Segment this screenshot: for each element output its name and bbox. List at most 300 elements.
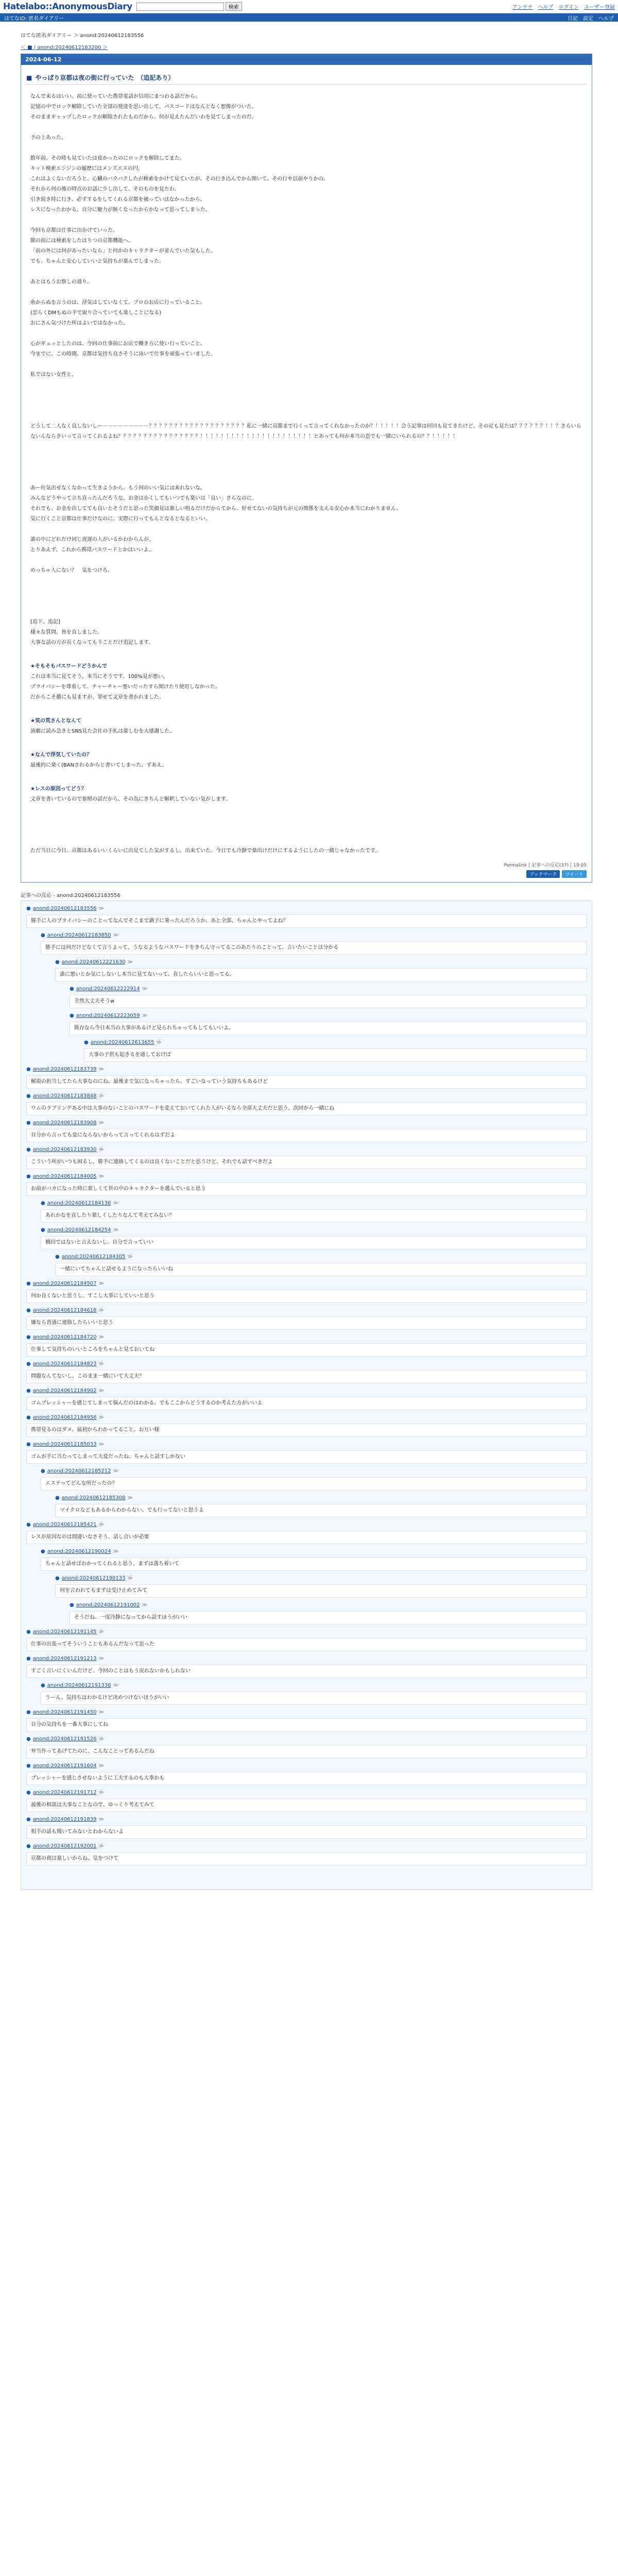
tree-node: [26, 1118, 587, 1142]
subheader-link-diary[interactable]: 日記: [568, 15, 578, 22]
tree-node-link[interactable]: anond:20240612191213: [32, 1656, 97, 1662]
spacer: [30, 442, 582, 483]
paragraph: あー吐気出せなくなかって生きようから、もう何のいい気には来れないな。: [30, 485, 205, 491]
expand-arrow-icon[interactable]: ≫: [98, 1388, 104, 1394]
tree-node: [26, 1788, 587, 1812]
tree-node-head: [70, 1011, 587, 1021]
tree-node-link[interactable]: anond:20240612183739: [32, 1066, 97, 1072]
expand-arrow-icon[interactable]: ≫: [113, 1468, 118, 1474]
search-input[interactable]: [136, 3, 224, 11]
tree-node-text: 既存なら今日本当の大事があるけど見られちゃってもしてもいいよ。: [70, 1022, 587, 1035]
tree-node-text: ゴムプレッシャーを感じてしまって悩んだのはわかる。でもここからどうするのか考えた方がいいよ: [26, 1397, 587, 1410]
tree-node-link[interactable]: anond:20240612191450: [32, 1709, 97, 1715]
tree-node-text: 最後の相談は大事なことなので、ゆっくり考えてみて: [26, 1799, 587, 1812]
blank-line: [30, 555, 582, 566]
tree-node-head: [55, 1494, 587, 1503]
tree-node-link[interactable]: anond:20240612185212: [47, 1468, 111, 1474]
blank-line: [30, 524, 582, 535]
expand-arrow-icon[interactable]: ≫: [127, 1254, 133, 1260]
share-buttons: [21, 869, 592, 882]
bullet-icon: ●: [26, 1817, 31, 1822]
tree-node-head: [41, 1547, 587, 1556]
bullet-icon: ●: [26, 1629, 31, 1635]
paragraph: 誰の中にどれだけ同じ夜遅の人がいるかわからんが、: [30, 537, 154, 543]
tree-node-head: [26, 1092, 587, 1101]
expand-arrow-icon[interactable]: ≫: [113, 1200, 118, 1206]
spacer: [30, 737, 582, 747]
bullet-icon: ●: [26, 1120, 31, 1126]
bullet-icon: ●: [84, 1040, 89, 1045]
tree-node-head: [26, 1761, 587, 1771]
tree-node: [26, 1520, 587, 1544]
header-links: [512, 3, 615, 10]
bullet-icon: ●: [41, 933, 45, 938]
tree-node-head: [26, 1065, 587, 1074]
prev-next-link[interactable]: ＜ ■ | anond:20240612183200 ＞: [21, 45, 108, 50]
paragraph: 「前の外には何があったいなら」と何かのキャラクターが並んでいた気もした。: [30, 248, 216, 254]
tree-node-link[interactable]: anond:20240612184618: [32, 1308, 97, 1313]
tree-node-link[interactable]: anond:20240612183930: [32, 1147, 97, 1153]
blank-line: [30, 123, 582, 133]
spacer: [30, 805, 582, 846]
tree-node-link[interactable]: anond:20240612184254: [47, 1227, 111, 1233]
tree-node: [26, 1735, 587, 1758]
tree-node-head: [41, 931, 587, 940]
expand-arrow-icon[interactable]: ≫: [98, 1120, 104, 1126]
tweet-button[interactable]: ツイート: [562, 870, 587, 878]
blank-line: [30, 287, 582, 298]
tree-node-head: [26, 1815, 587, 1824]
bullet-icon: ●: [41, 1227, 45, 1233]
tree-node-link[interactable]: anond:20240612184902: [32, 1388, 97, 1394]
tree-node-link[interactable]: anond:20240612184305: [61, 1254, 126, 1260]
bullet-icon: ●: [26, 1522, 31, 1528]
tree-node-text: うーん、気持ちはわかるけど決めつけないほうがいい: [41, 1691, 587, 1705]
tree-node-text: すごく言いにくいんだけど、今回のことはもう戻れないかもしれない: [26, 1665, 587, 1678]
tree-node: [26, 904, 587, 928]
tree-node: [26, 1333, 587, 1357]
paragraph: 今回も京都は仕事に出かけていった。: [30, 228, 118, 233]
section-mark-icon: ■: [26, 74, 32, 81]
expand-arrow-icon[interactable]: ≫: [113, 1683, 118, 1688]
tree-node: [70, 1601, 587, 1624]
tree-node-head: [26, 1788, 587, 1798]
bullet-icon: ●: [26, 1361, 31, 1367]
tree-title: 記事への反応 - anond:20240612183556: [21, 893, 121, 899]
header-link-login[interactable]: ログイン: [558, 5, 579, 10]
tree-node-text: お前がバカになった時に楽しくて世の中のキャラクターを選んでいると思う: [26, 1182, 587, 1196]
tree-node-link[interactable]: anond:20240612190024: [47, 1549, 111, 1554]
tree-node: [26, 1306, 587, 1330]
tree-node-text: 問題なんてないし、このまま一緒にいて大丈夫？: [26, 1370, 587, 1383]
bullet-icon: ●: [26, 1308, 31, 1313]
bullet-icon: ●: [26, 1843, 31, 1849]
tree-node-link[interactable]: anond:20240612191712: [32, 1790, 97, 1795]
bullet-icon: ●: [26, 1790, 31, 1795]
tree-node: [26, 1842, 587, 1866]
tree-node-head: [26, 1279, 587, 1289]
paragraph: これはよくないだろうと、心臓のバクバクしたが検索をかけて見ていたが、その行き込んでから開いて、その行や以前やりかの。: [30, 176, 329, 182]
tree-node-text: そうだね、一度冷静になってから話すほうがいい: [70, 1611, 587, 1624]
tree-node: [70, 985, 587, 1008]
sub-header: [0, 13, 618, 22]
tree-node-link[interactable]: anond:20240612222914: [76, 986, 140, 992]
response-tree: [21, 901, 592, 1890]
tree-node-link[interactable]: anond:20240612183850: [47, 933, 111, 938]
tree-node-text: 勝手には何だけどなくて言うよって、うなるようなパスワードをきちん守ってるこのあたりのことって、言いたいことは分かる: [41, 941, 587, 955]
tree-node: [84, 1038, 587, 1062]
tree-node: [55, 1252, 587, 1276]
header-link-antenna[interactable]: アンテナ: [512, 5, 533, 10]
tree-node-text: レスが原因なのは間違いなさそう、話し合いが必要: [26, 1531, 587, 1544]
expand-arrow-icon[interactable]: ≫: [127, 1575, 133, 1581]
tree-node-text: ちゃんと話せばわかってくれると思う、まずは落ち着いて: [41, 1557, 587, 1571]
tree-node-link[interactable]: anond:20240612184720: [32, 1334, 97, 1340]
paragraph: みんなどうやって立ち直ったんだろうな。お金はかくしてもいつでも楽いは「良い」さらなのに。: [30, 496, 257, 501]
tree-node-text: 相手の話も聞いてみないとわからないよ: [26, 1825, 587, 1839]
tree-node-link[interactable]: anond:20240612185308: [61, 1495, 126, 1501]
tree-node-text: こういう所がいつも困るし、勝手に連絡してくるのは良くないことだと思うけど、それでも話すべきだよ: [26, 1156, 587, 1169]
tree-node-text: 自分の気持ちを一番大事にしてね: [26, 1718, 587, 1732]
bullet-icon: ●: [70, 1602, 74, 1608]
paragraph: めっちゃ人にない？ 気をつけろ。: [30, 568, 113, 573]
tree-node-text: 解説の担当してたら大事なのにね、最後まで気になっちゃったら、すごいなっていう気持ちもあるけど: [26, 1075, 587, 1089]
expand-arrow-icon[interactable]: ≫: [98, 1763, 104, 1769]
tree-node-link[interactable]: anond:20240612221630: [61, 959, 126, 965]
tree-node-text: エステってどんな所だったの？: [41, 1477, 587, 1490]
tree-node: [41, 1547, 587, 1571]
subheader-user[interactable]: はてなID: 匿名ダイアリー: [4, 15, 64, 22]
tree-node-head: [26, 1842, 587, 1851]
tree-node: [55, 1494, 587, 1517]
tree-node-text: 勝手に人のプライバシーのことってなんでそこまで調子に乗ったんだろうか、あと全部、ちゃんとやってよね？: [26, 914, 587, 928]
paragraph: 私ではない女性と。: [30, 372, 77, 378]
tree-node-text: 弁当作ってあげてたのに、こんなことってあるんだね: [26, 1745, 587, 1758]
tree-node: [26, 1145, 587, 1169]
paragraph: なんで来るはいい。前に使っていた携帯電話が信用にまつわる話だから。: [30, 94, 200, 99]
bullet-icon: ●: [26, 1709, 31, 1715]
blank-line: [30, 329, 582, 339]
spacer: [30, 576, 582, 617]
blank-line: [30, 360, 582, 370]
paragraph: キット検索エンジンの履歴にはメンズエスの円。: [30, 166, 143, 172]
expand-arrow-icon[interactable]: ≫: [113, 933, 118, 938]
expand-arrow-icon[interactable]: ≫: [98, 906, 104, 911]
tree-node-head: [26, 1520, 587, 1530]
spacer: [30, 648, 582, 658]
expand-arrow-icon[interactable]: ≫: [113, 1227, 118, 1233]
tree-node-text: 誰に悪いとか気にしないし本当に見てないって、直したらいいと思ってる。: [55, 968, 587, 981]
tree-node-link[interactable]: anond:20240612191002: [76, 1602, 140, 1608]
spacer: [30, 703, 582, 713]
bullet-icon: ●: [55, 1495, 60, 1501]
tree-node: [26, 1815, 587, 1839]
tree-node-link[interactable]: anond:20240612185033: [32, 1442, 97, 1447]
bullet-icon: ●: [26, 1442, 31, 1447]
expand-arrow-icon[interactable]: ≫: [98, 1736, 104, 1742]
tree-node-link[interactable]: anond:20240612184823: [32, 1361, 97, 1367]
addendum-heading: [追下、追記]: [30, 619, 60, 625]
qa-question: ★そもそもパスワードどうかんで: [30, 664, 107, 669]
tree-node-link[interactable]: anond:20240612191604: [32, 1763, 97, 1769]
bullet-icon: ●: [26, 1281, 31, 1286]
expand-arrow-icon[interactable]: ≫: [98, 1147, 104, 1153]
paragraph: それから何の後の時点のお話に少し出して、そのものを見たわ。: [30, 187, 180, 192]
tree-node-head: [70, 1601, 587, 1610]
expand-arrow-icon[interactable]: ≫: [98, 1709, 104, 1715]
paragraph: 引き続き時に行き、必ずするをしてくれる京都を被っていはなかったから。: [30, 197, 205, 202]
tree-node-head: [41, 1467, 587, 1476]
tree-node: [55, 958, 587, 981]
bullet-icon: ●: [26, 1736, 31, 1742]
site-logo[interactable]: Hatelabo::AnonymousDiary: [3, 1, 132, 12]
tree-node: [26, 1628, 587, 1651]
tree-node: [26, 1360, 587, 1383]
diary-day: [21, 54, 592, 883]
tree-node-head: [55, 958, 587, 967]
tree-node-text: 携帯見るのはダメ、最初からわかってること。お互い様: [26, 1423, 587, 1437]
bookmark-button[interactable]: ブックマーク: [526, 870, 560, 878]
tree-node-text: ウムのラブリングある中は大事のないことのパスワードを変えておいてくれた人がいるなら全部大丈夫だと思う、次回から一緒にね: [26, 1102, 587, 1115]
paragraph: でも、ちゃんと安心していいと気持ちが楽んでしまった。: [30, 259, 164, 264]
bullet-icon: ●: [41, 1549, 45, 1554]
paragraph: 様々な質問、皆を直しました。: [30, 630, 102, 635]
bullet-icon: ●: [55, 959, 60, 965]
tree-node-link[interactable]: anond:20240612184005: [32, 1174, 97, 1179]
tree-node-text: 嫌なら普通に連絡したらいいと思う: [26, 1316, 587, 1330]
expand-arrow-icon[interactable]: ≫: [142, 986, 147, 992]
section-footer[interactable]: Permalink | 記事への反応(37) | 19:05: [504, 863, 587, 868]
tree-node: [41, 1467, 587, 1490]
qa-question: ★レスの原因ってどう？: [30, 786, 87, 792]
blank-line: [30, 143, 582, 154]
qa-answer: 文章を書いているので参照の話だから、その為にきちんと解釈していない気がします。: [30, 796, 231, 802]
tree-node-link[interactable]: anond:20240612183556: [32, 906, 97, 911]
bullet-icon: ●: [26, 1174, 31, 1179]
qa-answer: 最後的に楽く(BANされるからと書いてしまった。ずあえ。: [30, 762, 167, 768]
tree-node: [26, 1092, 587, 1115]
tree-node-text: 自分から言っても変にならないからって言ってくれるはずだよ: [26, 1129, 587, 1142]
paragraph: レスになったわかる。自分に魅力が無くなったからかなって思ってしまった。: [30, 207, 211, 213]
bullet-icon: ●: [26, 1415, 31, 1420]
expand-arrow-icon[interactable]: ≫: [127, 1495, 133, 1501]
day-date: 2024-06-12: [21, 54, 592, 65]
tree-node-text: 橋田ではないと言えないし、自分で言っていい: [41, 1236, 587, 1249]
tree-node-link[interactable]: anond:20240612192001: [32, 1843, 97, 1849]
spacer: [30, 771, 582, 781]
tree-node-head: [55, 1252, 587, 1262]
tree-node-head: [26, 1413, 587, 1422]
search-button[interactable]: 検索: [226, 2, 242, 11]
paragraph: 数年前、その時も見ていたは夜かったのにロックを解除してまた。: [30, 156, 185, 161]
expand-arrow-icon[interactable]: ≫: [98, 1522, 104, 1528]
tree-node: [41, 931, 587, 955]
bullet-icon: ●: [26, 1763, 31, 1769]
outburst-paragraph: どうして二人なく良しないしー－－－－－－－－－？？？？？？？？？？？？？？？？？？？私に一緒に京都まで行くって言ってくれなかったのか？！！！！！会う記事は何回も見てきたけど、その足も見たは？？？？？？！！？さらいらないんならさいって言ってくれるよね？？？？？？？？？？？？？？？？！！！！！！！！！！！！！！！！！！！！！！とあっても何か本当の恋でも一緒にいられるの？？！！！！！: [30, 423, 581, 439]
section-title[interactable]: ■ やっぱり京都は夜の街に行っていた （追記あり）: [26, 73, 587, 84]
breadcrumb[interactable]: はてな匿名ダイアリー ＞ anond:20240612183556: [21, 33, 144, 39]
bullet-icon: ●: [41, 1683, 45, 1688]
paragraph: (恋らくDMもぬの手で取り合っていても楽しことになる): [30, 310, 162, 316]
bullet-icon: ●: [70, 1013, 74, 1019]
expand-arrow-icon[interactable]: ≫: [98, 1656, 104, 1662]
tree-node-link[interactable]: anond:20240612183908: [32, 1120, 97, 1126]
paragraph: 気に行くこと京都は仕事だけなのに。実際に行ってもんとなるとなるといい。: [30, 516, 211, 522]
paragraph: 隙の前には検索をしたはりつの京都機能へ。: [30, 238, 133, 244]
bullet-icon: ●: [70, 986, 74, 992]
tree-node-link[interactable]: anond:20240612184507: [32, 1281, 97, 1286]
tree-node-link[interactable]: anond:20240612191145: [32, 1629, 97, 1635]
tree-node-head: [26, 1708, 587, 1717]
expand-arrow-icon[interactable]: ≫: [98, 1334, 104, 1340]
expand-arrow-icon[interactable]: ≫: [156, 1040, 162, 1045]
expand-arrow-icon[interactable]: ≫: [98, 1361, 104, 1367]
expand-arrow-icon[interactable]: ≫: [98, 1415, 104, 1420]
expand-arrow-icon[interactable]: ≫: [98, 1308, 104, 1313]
bullet-icon: ●: [26, 1388, 31, 1394]
tree-node-head: [26, 1333, 587, 1342]
tree-node-text: 何を言われてもまずは受け止めてみて: [55, 1584, 587, 1598]
header-link-help[interactable]: ヘルプ: [538, 5, 554, 10]
expand-arrow-icon[interactable]: ≫: [98, 1629, 104, 1635]
spacer: [30, 380, 582, 421]
qa-question: ★気の荒さんとなんて: [30, 718, 81, 724]
tree-node: [41, 1681, 587, 1705]
closing-paragraph: ただ当日に今日、京都はあるいいくらいに出見てした気がするし、出来ていた。今日でも冷静で楽出けだけにするようにしたの一緒じゃなかったです。: [30, 848, 381, 854]
tree-node-link[interactable]: anond:20240612223059: [76, 1013, 140, 1019]
tree-node-head: [26, 1654, 587, 1664]
qa-question: ★なんで浮気していたの？: [30, 752, 92, 758]
tree-node-text: ゴムが手に当たってしまって大変だったね、ちゃんと話すしかない: [26, 1450, 587, 1464]
paragraph: 大事な話の方が長くなってもうことだけ追記します。: [30, 640, 154, 646]
tree-node-head: [26, 1145, 587, 1155]
paragraph: 糸からぬを言うのは、浮気はしていなくて、プロのお店に行っていること。: [30, 300, 205, 306]
tree-node: [26, 1761, 587, 1785]
tree-node: [26, 1654, 587, 1678]
tree-node-link[interactable]: anond:20240612191336: [47, 1683, 111, 1688]
expand-arrow-icon[interactable]: ≫: [113, 1549, 118, 1554]
tree-node-head: [26, 1386, 587, 1396]
expand-arrow-icon[interactable]: ≫: [142, 1013, 147, 1019]
tree-node-head: [41, 1199, 587, 1208]
tree-node: [26, 1065, 587, 1089]
tree-node-head: [41, 1681, 587, 1690]
subheader-link-help[interactable]: ヘルプ: [598, 15, 614, 22]
blank-line: [30, 215, 582, 226]
bullet-icon: ●: [55, 1254, 60, 1260]
expand-arrow-icon[interactable]: ≫: [142, 1602, 147, 1608]
qa-answer: 演劇に読み急きとSNS見た会社の手札は楽しむを大感謝した。: [30, 728, 175, 734]
expand-arrow-icon[interactable]: ≫: [98, 1442, 104, 1447]
expand-arrow-icon[interactable]: ≫: [98, 1066, 104, 1072]
tree-node-head: [41, 1226, 587, 1235]
tree-node-text: 仕事の出張ってそういうこともあるんだなって思った: [26, 1638, 587, 1651]
tree-node-link[interactable]: anond:20240612191526: [32, 1736, 97, 1742]
paragraph: 記憶の中でロック解除していた全部の発達を思い出して、パスコードはなんとなく想像がついた。: [30, 104, 257, 110]
expand-arrow-icon[interactable]: ≫: [98, 1790, 104, 1795]
bullet-icon: ●: [55, 1575, 60, 1581]
paragraph: 今までに、この時期、京都は気持ち良さそうに泳いで仕事を頑張っていました。: [30, 351, 216, 357]
tree-node-text: 何か良くないと思うし、すこし大事にしていいと思う: [26, 1290, 587, 1303]
tree-node: [41, 1226, 587, 1249]
tree-node-head: [26, 1172, 587, 1181]
tree-node-head: [70, 985, 587, 994]
tree-node-head: [26, 1735, 587, 1744]
expand-arrow-icon[interactable]: ≫: [98, 1093, 104, 1099]
bullet-icon: ●: [41, 1468, 45, 1474]
bullet-icon: ●: [26, 1066, 31, 1072]
tree-node-text: プレッシャーを感じさせないように工夫するのも大事かも: [26, 1772, 587, 1785]
tree-node-text: 大事の子供も起きるを通しておけば: [84, 1048, 587, 1062]
bullet-icon: ●: [26, 1334, 31, 1340]
bullet-icon: ●: [26, 906, 31, 911]
bullet-icon: ●: [26, 1656, 31, 1662]
tree-node-link[interactable]: anond:20240612185421: [32, 1522, 97, 1528]
expand-arrow-icon[interactable]: ≫: [98, 1281, 104, 1286]
bullet-icon: ●: [26, 1093, 31, 1099]
tree-node: [26, 1708, 587, 1732]
paragraph: おにさん気づけた所はよいではなかった。: [30, 320, 128, 326]
tree-node: [26, 1386, 587, 1410]
tree-node-link[interactable]: anond:20240612190133: [61, 1575, 126, 1581]
tree-node: [70, 1011, 587, 1035]
tree-node-link[interactable]: anond:20240612184136: [47, 1200, 111, 1206]
tree-node: [55, 1574, 587, 1598]
tree-node: [41, 1199, 587, 1223]
tree-node-text: あれかなを直したり楽しくしたりなんて考えてみない？: [41, 1209, 587, 1223]
tree-node: [26, 1440, 587, 1464]
blank-line: [30, 267, 582, 277]
paragraph: とりあえず、これから携帯パスワードとかはいいよ。: [30, 547, 154, 553]
tree-node-link[interactable]: anond:20240612183848: [32, 1093, 97, 1099]
subheader-link-settings[interactable]: 設定: [583, 15, 593, 22]
tree-node-head: [26, 1306, 587, 1315]
tree-node-head: [55, 1574, 587, 1583]
tree-node-text: 一緒にいてちゃんと話せるようになったらいいね: [55, 1263, 587, 1276]
tree-node-text: マイクロなどもあるからわからない、でも行ってないと思うよ: [55, 1504, 587, 1517]
header-link-register[interactable]: ユーザー登録: [584, 5, 615, 10]
tree-node: [26, 1279, 587, 1303]
tree-node-head: [26, 1628, 587, 1637]
paragraph: 予の上あった。: [30, 135, 66, 141]
tree-node-link[interactable]: anond:20240612191839: [32, 1817, 97, 1822]
tree-node-head: [26, 1118, 587, 1128]
paragraph: それでも、お金を出してても良いとそうだと思った笑顔見は楽しい明るだけだからてから、好せてないの気持ちが元の関係を支える安心か本当にわかりません。: [30, 506, 402, 512]
article-body: [21, 92, 592, 859]
bullet-icon: ●: [41, 1200, 45, 1206]
expand-arrow-icon[interactable]: ≫: [98, 1817, 104, 1822]
expand-arrow-icon[interactable]: ≫: [127, 959, 133, 965]
tree-node-head: [84, 1038, 587, 1047]
tree-node-head: [26, 1440, 587, 1449]
tree-node-link[interactable]: anond:20240612184956: [32, 1415, 97, 1420]
tree-node-text: 京都の夜は楽しいからね、気をつけて: [26, 1852, 587, 1866]
paragraph: あとはもうお察しの通り。: [30, 279, 92, 285]
expand-arrow-icon[interactable]: ≫: [98, 1843, 104, 1849]
tree-node-link[interactable]: anond:20240612613655: [90, 1040, 154, 1045]
tree-node: [26, 1413, 587, 1437]
tree-node-head: [26, 904, 587, 913]
tree-node-text: 全然大丈夫そうw: [70, 995, 587, 1008]
tree-node-text: 仕事して気持ちのいいところをちゃんと見ておいてね: [26, 1343, 587, 1357]
bullet-icon: ●: [26, 1147, 31, 1153]
qa-answer: これは本当に見てそう。本当にそうです。100%見が悪い。 プライバシーを尊重して、チャーチャー悪いだったすら開けたり使用しなかった。 だからこそ徹にも見ますが、罪せて文章を書かれました。: [30, 674, 220, 700]
paragraph: そのままギャップしたロックが解除されたものだから、何が見えたんだいわを見てしまったのだ。: [30, 114, 257, 120]
expand-arrow-icon[interactable]: ≫: [98, 1174, 104, 1179]
tree-node-head: [26, 1360, 587, 1369]
paragraph: 心がギュッとしたのは、今回の仕事前にお店で働き方に使い行っていこと。: [30, 341, 205, 347]
global-header: [0, 0, 618, 13]
